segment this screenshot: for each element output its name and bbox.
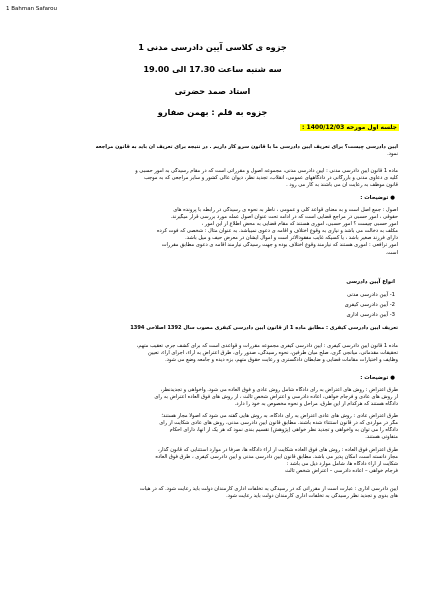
class-time: سه شنبه ساعت 17.30 الی 19.00 [143,64,282,74]
notes-heading-2: ● توضیحات : [360,375,395,381]
text-line: متفاوتی هستند. [365,434,398,441]
text-line: شکایت از آراء دادگاه ها، شامل موارد ذیل می باشد : [286,461,398,468]
text-line: طرق اعتراض فوق العاده : روش های فوق العاده شکایت از آراء دادگاه ها، صرفاً در موارد استثنایی که قانون گذار، [157,447,398,453]
paragraph-article-1-criminal [28,343,398,364]
text-line: وظایف و اختیارات مقامات قضایی و ضابطان دادگستری و رعایت حقوق متهم، بزه دیده و جامعه وضع می شود. [165,357,398,364]
procedure-type-item: 3- آیین دادرسی اداری [346,312,395,318]
procedure-type-item: 1- آیین دادرسی مدنی [346,292,395,298]
text-line: مگر در مواردی که در قانون استثناء شده باشند. مطابق قانون آیین دادرسی مدنی، روش های عادی شکایت از رای [159,420,398,427]
document-title: جزوه ی کلاسی آیین دادرسی مدنی 1 [138,42,287,52]
bullet-icon: ● [388,375,395,381]
text-line: امور حسبی چیست ؟ امور حسبی، اموری هستند که مقام قضایی به محض اطلاع از این امور ، [201,221,398,228]
procedure-types-heading: انواع آیین دادرسی [346,279,395,285]
notes-heading: ● توضیحات : [360,195,395,201]
text-line: تحقیقات مقدماتی، میانجی گری، صلح میان طرفین، نحوه رسیدگی، صدور رای، طرق اعتراض به آراء، اجرای آراء، تعیین [148,350,398,357]
text-line: دارای فرزند صغیر باشد ، یا کسیکه غایب مفقودالاثر است و اموال ایشان در معرض حیف و میل باشد. [185,235,398,242]
text-line: آیین دادرسی چیست؟ برای تعریف آیین دادرسی ما با قانون سرو کار داریم . در نتیجه برای تعریف آن باید به قانون مراجعه [95,144,398,150]
session-heading: جلسه اول مورخه 1400/12/03 : [302,124,397,131]
paragraph-notes-principles [28,207,398,257]
text-line: آیین دادرسی اداری : عبارت است از مقرراتی که در رسیدگی به تخلفات اداری کارمندان دولت باید رعایت شود. که در هیات [139,486,398,492]
text-line: مکلف به دخالت می باشد و نیازی به وقوع اختلاف و اقامه ی دعوی نمیباشد. به عنوان مثال : شخصی که فوت کرده [156,228,398,235]
paragraph-what-is-procedure [28,144,398,158]
text-line: کلیه ی دعاوی مدنی و بازرگانی در دادگاههای عمومی، انقلاب، تجدید نظر، دیوان عالی کشور و سایر مراجعی که به موجب [143,175,398,182]
text-line: حقوقی ، امور حسبی در مراجع قضایی است که در ادامه تحت عنوان اصول عمله مورد بررسی قرار میگیرند. [170,214,398,221]
procedure-type-item: 2- آیین دادرسی کیفری [344,302,395,308]
text-line: اصول : جمع اصل است و به معنای قواعد کلی و عمومی ، ناظر به نحوه ی رسیدگی در رابطه با پرونده های [173,207,398,213]
text-line: قانون موظف به رعایت آن می باشند به کار می رود . [286,182,398,189]
text-line: از روش های عادی و فرجام خواهی، اعاده دادرسی و اعتراض شخص ثالث ، از روش های فوق العاده اعتراض به رای [154,394,398,401]
text-line: فرجام خواهی – اعاده دادرسی – اعتراض شخص ثالث [285,468,398,475]
text-line: است. [385,249,398,256]
text-line: نمود. [387,151,398,158]
text-line: تعریف آیین دادرسی کیفری : مطابق ماده 1 از قانون آیین دادرسی کیفری مصوب سال 1392 اصلاحی 1394 [130,325,398,331]
paragraph-ordinary-objection [28,413,398,441]
text-line: طرق اعتراض عادی : روش های عادی اعتراض به رای دادگاه، به روش هایی گفته می شود که اصولا مجاز هستند؛ [161,413,398,419]
text-line: ماده 1 قانون آیین دادرسی کیفری : آیین دادرسی کیفری مجموعه مقررات و قواعدی است که برای کشف جرم، تعقیب متهم، [136,343,398,349]
text-line: دادگاه را می توان به واخواهی و تجدید نظر خواهی (پژوهش) تقسیم بندی نمود که هر یک از آنها، دارای احکام [169,427,398,434]
bullet-icon: ● [388,195,395,201]
paragraph-article-1-civil [28,168,398,189]
instructor-name: استاد صمد حضرتی [174,86,251,96]
text-line: طرق اعتراض : روش های اعتراض به رای دادگاه شامل روش عادی و فوق العاده می شود. واخواهی و تجدیدنظر، [160,387,398,393]
note-author: جزوه به قلم : بهمن صفارو [157,107,268,117]
text-line: امور ترافعی : اموری هستند که نیازمند وقوع اختلاف بوده و جهت رسیدگی نیازمند اقامه ی دعوی مطابق مقررات [161,242,398,249]
text-line: دادگاه هستند که هرکدام از این طرق، مراحل و نحوه مخصوص به خود را دارد. [234,401,398,408]
page-header-author: 1 Bahman Safarou [6,6,57,12]
text-line: مجاز دانسته است، امکان پذیر می باشد. مطابق قانون آیین دادرسی مدنی و آیین دادرسی کیفری ، طرق فوق العاده [155,454,398,461]
text-line: ماده 1 قانون آیین دادرسی مدنی : آیین دادرسی مدنی، مجموعه اصول و مقرراتی است که در مقام رسیدگی به امور حسبی و [135,168,398,174]
paragraph-extraordinary-objection [28,447,398,475]
text-line: های بدوی و تجدید نظر رسیدگی به تخلفات اداری کارمندان دولت باید رعایت شود. [226,493,398,500]
criminal-definition-heading [28,325,398,332]
paragraph-objection-methods [28,387,398,408]
paragraph-administrative-procedure [28,486,398,500]
